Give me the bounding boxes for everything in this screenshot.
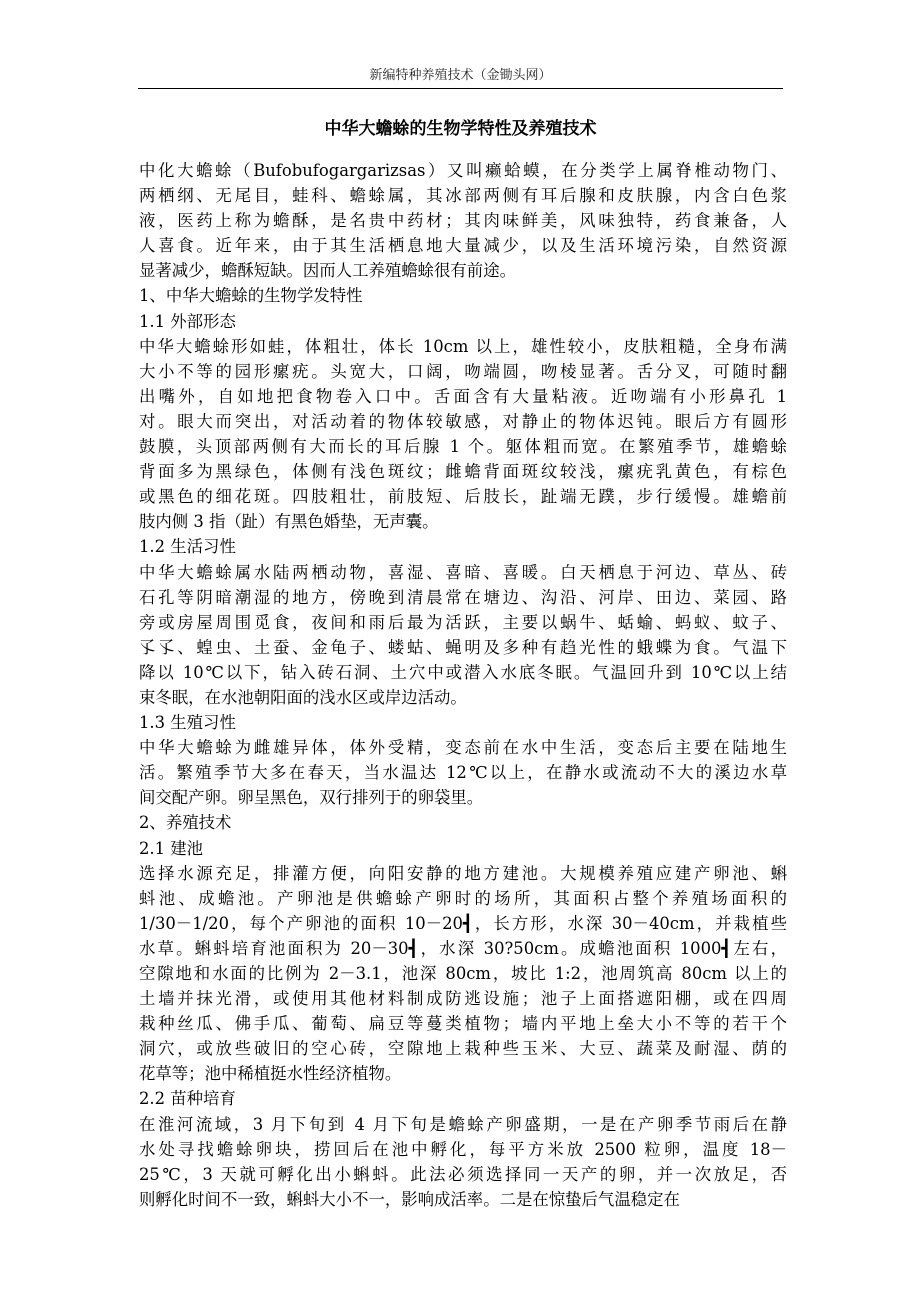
text-line: 降以 10℃以下，钻入砖石洞、土穴中或潜入水底冬眠。气温回升到 10℃以上结 — [139, 662, 787, 682]
text-line: 石孔等阴暗潮湿的地方，傍晚到清晨常在塘边、沟沿、河岸、田边、菜园、路 — [139, 587, 787, 607]
text-line: 水处寻找蟾蜍卵块，捞回后在池中孵化，每平方米放 2500 粒卵，温度 18－ — [139, 1139, 787, 1159]
text-line: 1、中华大蟾蜍的生物学发特性 — [139, 286, 363, 306]
article-body — [139, 158, 787, 1212]
text-line: 1.1 外部形态 — [139, 311, 236, 331]
text-line: 束冬眠，在水池朝阳面的浅水区或岸边活动。 — [139, 687, 467, 707]
text-line: 中化大蟾蜍（Bufobufogargarizsas）又叫癞蛤蟆，在分类学上属脊椎动物门、 — [139, 161, 787, 180]
text-line: 栽种丝瓜、佛手瓜、葡萄、扁豆等蔓类植物；墙内平地上垒大小不等的若干个 — [139, 1014, 787, 1034]
text-line: 大小不等的园形瘰疣。头宽大，口阔，吻端圆，吻棱显著。舌分叉，可随时翻 — [139, 361, 787, 381]
text-line: 两栖纲、无尾目，蛙科、蟾蜍属，其冰部两侧有耳后腺和皮肤腺，内含白色浆 — [139, 186, 787, 206]
text-line: 肢内侧 3 指（趾）有黑色婚垫，无声囊。 — [139, 512, 439, 532]
text-line: 洞穴，或放些破旧的空心砖，空隙地上栽种些玉米、大豆、蔬菜及耐湿、荫的 — [139, 1039, 787, 1059]
text-line: 在淮河流域，3 月下旬到 4 月下旬是蟾蜍产卵盛期，一是在产卵季节雨后在静 — [139, 1114, 787, 1134]
running-header: 新编特种养殖技术（金锄头网） — [138, 64, 783, 89]
text-line: 1.2 生活习性 — [139, 537, 236, 557]
text-line: 25℃，3 天就可孵化出小蝌蚪。此法必须选择同一天产的卵，并一次放足，否 — [139, 1164, 787, 1184]
text-line: 或黑色的细花斑。四肢粗壮，前肢短、后肢长，趾端无蹼，步行缓慢。雄蟾前 — [139, 487, 787, 507]
text-line: 背面多为黑绿色，体侧有浅色斑纹；雌蟾背面斑纹较浅，瘰疣乳黄色，有棕色 — [139, 462, 787, 482]
text-line: 活。繁殖季节大多在春天，当水温达 12℃以上，在静水或流动不大的溪边水草 — [139, 763, 787, 783]
text-line: 2、养殖技术 — [139, 813, 232, 833]
text-line: 空隙地和水面的比例为 2－3.1，池深 80cm，坡比 1:2，池周筑高 80cm 以上的 — [139, 964, 787, 983]
text-line: 中华大蟾蜍为雌雄异体，体外受精，变态前在水中生活，变态后主要在陆地生 — [139, 738, 787, 758]
text-line: 对。眼大而突出，对活动着的物体较敏感，对静止的物体迟钝。眼后方有圆形 — [139, 411, 787, 431]
text-line: 显著减少，蟾酥短缺。因而人工养殖蟾蜍很有前途。 — [139, 261, 516, 281]
text-line: 出嘴外，自如地把食物卷入口中。舌面含有大量粘液。近吻端有小形鼻孔 1 — [139, 386, 787, 406]
text-line: 人喜食。近年来，由于其生活栖息地大量减少，以及生活环境污染，自然资源 — [139, 236, 787, 256]
text-line: 1/30－1/20，每个产卵池的面积 10－20┫，长方形，水深 30－40cm，并栽植些 — [139, 913, 787, 933]
text-line: 鼓膜，头顶部两侧有大而长的耳后腺 1 个。躯体粗而宽。在繁殖季节，雄蟾蜍 — [139, 437, 787, 457]
text-line: 孓孓、蝗虫、土蚕、金龟子、蝼蛄、蝇明及多种有趋光性的蛾蝶为食。气温下 — [139, 637, 787, 657]
text-line: 1.3 生殖习性 — [139, 713, 236, 733]
text-line: 2.1 建池 — [139, 838, 204, 858]
text-line: 选择水源充足，排灌方便，向阳安静的地方建池。大规模养殖应建产卵池、蝌 — [139, 863, 787, 883]
article-title: 中华大蟾蜍的生物学特性及养殖技术 — [324, 119, 597, 139]
text-line: 中华大蟾蜍属水陆两栖动物，喜湿、喜暗、喜暖。白天栖息于河边、草丛、砖 — [139, 562, 787, 582]
text-line: 蚪池、成蟾池。产卵池是供蟾蜍产卵时的场所，其面积占整个养殖场面积的 — [139, 888, 787, 908]
text-line: 土墙并抹光滑，或使用其他材料制成防逃设施；池子上面搭遮阳棚，或在四周 — [139, 989, 787, 1009]
text-line: 水草。蝌蚪培育池面积为 20－30┫，水深 30?50cm。成蟾池面积 1000┫左右， — [139, 938, 787, 958]
text-line: 2.2 苗种培育 — [139, 1089, 236, 1109]
text-line: 液，医药上称为蟾酥，是名贵中药材；其肉味鲜美，风味独特，药食兼备，人 — [139, 211, 787, 231]
text-line: 间交配产卵。卵呈黑色，双行排列于的卵袋里。 — [139, 788, 484, 808]
text-line: 则孵化时间不一致，蝌蚪大小不一，影响成活率。二是在惊蛰后气温稳定在 — [139, 1189, 680, 1209]
text-line: 中华大蟾蜍形如蛙，体粗壮，体长 10cm 以上，雄性较小，皮肤粗糙，全身布满 — [139, 336, 787, 356]
text-line: 花草等；池中稀植挺水性经济植物。 — [139, 1064, 402, 1084]
text-line: 旁或房屋周围觅食，夜间和雨后最为活跃，主要以蜗牛、蛞蝓、蚂蚁、蚊子、 — [139, 612, 787, 632]
